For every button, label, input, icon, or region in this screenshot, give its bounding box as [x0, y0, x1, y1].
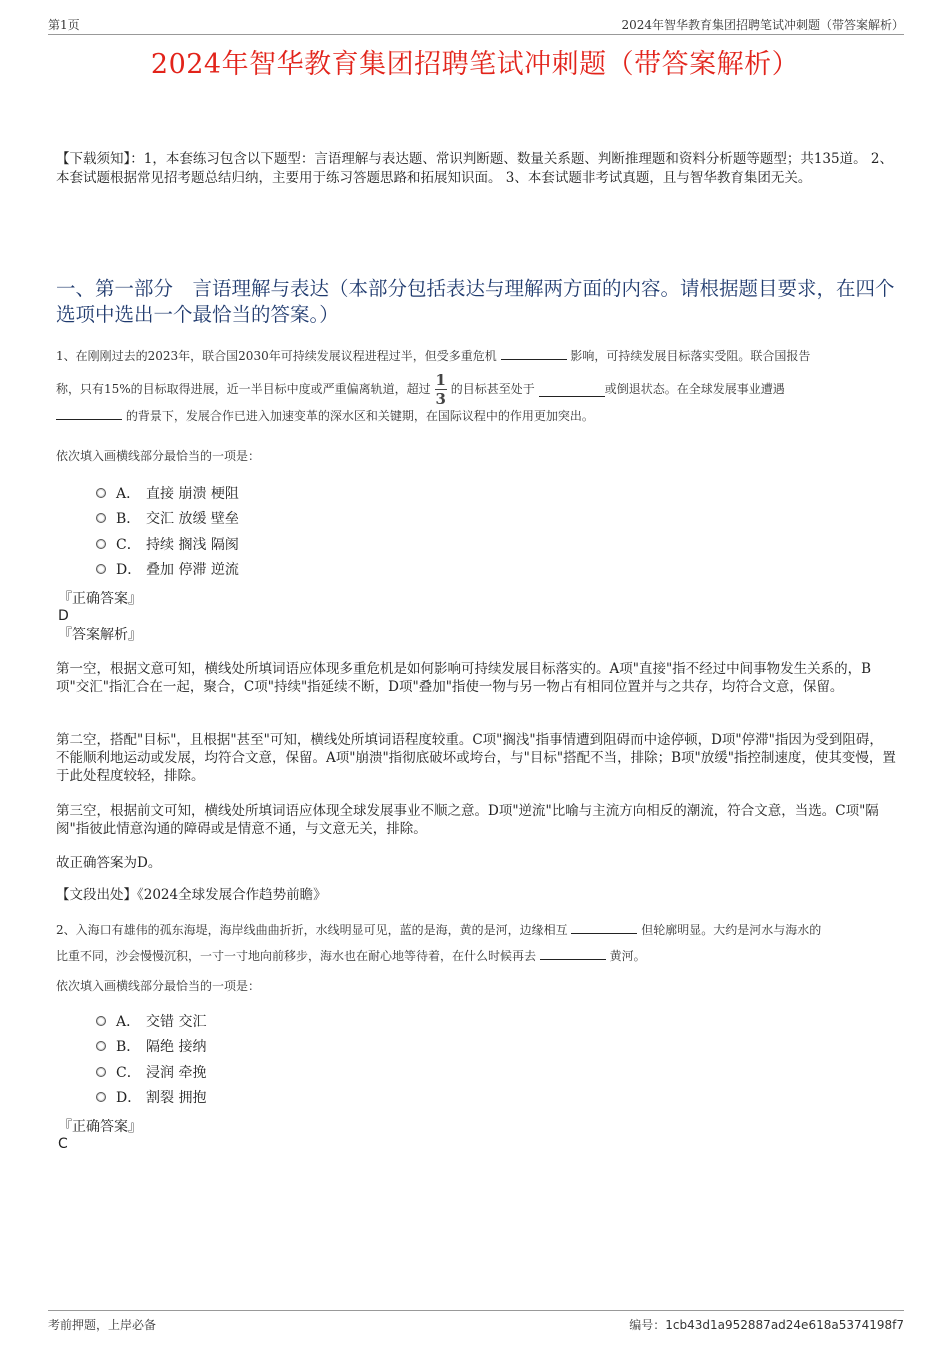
option-text: 持续 搁浅 隔阂 — [146, 536, 239, 553]
option-text: 割裂 拥抱 — [146, 1090, 207, 1107]
header-doc-title: 2024年智华教育集团招聘笔试冲刺题（带答案解析） — [621, 18, 904, 32]
option-letter: C． — [116, 1064, 141, 1081]
q1-text-part: 的目标甚至处于 — [450, 382, 535, 396]
fraction-numerator: 1 — [435, 370, 446, 389]
option-letter: B． — [116, 1039, 141, 1056]
option-a[interactable] — [96, 1008, 206, 1034]
section-heading: 一、第一部分 言语理解与表达（本部分包括表达与理解两方面的内容。请根据题目要求，在四个选项中选出一个最恰当的答案。） — [56, 277, 895, 326]
option-text: 隔绝 接纳 — [146, 1039, 207, 1056]
fill-blank — [501, 345, 567, 360]
fill-blank — [539, 382, 605, 397]
code-label: 编号： — [629, 1318, 666, 1332]
question-2-options — [96, 1008, 206, 1110]
fill-blank — [540, 945, 606, 960]
radio-button[interactable] — [96, 539, 106, 549]
q1-text-part: 1、在刚刚过去的2023年，联合国2030年可持续发展议程进程过半，但受多重危机 — [56, 349, 497, 363]
analysis-paragraph-1: 第一空，根据文意可知，横线处所填词语应体现多重危机是如何影响可持续发展目标落实的。A项"直接"指不经过中间事物发生关系的，B项"交汇"指汇合在一起，聚合，C项"持续"指延续不断，D项"叠加"指使一物与另一物占有相同位置并与之共存，均符合文意，保留。 — [56, 661, 872, 695]
question-2-answer — [58, 1116, 898, 1152]
radio-button[interactable] — [96, 1067, 106, 1077]
option-letter: A． — [116, 485, 141, 502]
answer-value: D — [58, 608, 69, 624]
option-d[interactable] — [96, 557, 239, 583]
radio-button[interactable] — [96, 1016, 106, 1026]
option-text: 浸润 牵挽 — [146, 1064, 207, 1081]
page-number: 第1页 — [48, 18, 80, 32]
answer-value: C — [58, 1136, 68, 1152]
option-letter: D． — [116, 562, 142, 579]
analysis-label: 『答案解析』 — [58, 627, 142, 643]
question-1-options — [96, 480, 239, 582]
option-c[interactable] — [96, 1059, 206, 1085]
option-text: 交汇 放缓 壁垒 — [146, 511, 239, 528]
option-text: 交错 交汇 — [146, 1013, 207, 1030]
answer-label: 『正确答案』 — [58, 591, 142, 607]
option-text: 叠加 停滞 逆流 — [146, 562, 239, 579]
download-notice: 【下载须知】：1，本套练习包含以下题型：言语理解与表达题、常识判断题、数量关系题、判断推理题和资料分析题等题型；共135道。 2、本套试题根据常见招考题总结归纳，主要用于练习答题思路和拓展知识面。 3、本套试题非考试真题，且与智华教育集团无关。 — [56, 151, 893, 186]
q1-text-part: 影响，可持续发展目标落实受阻。联合国报告 — [570, 349, 811, 363]
q2-text-part: 但轮廓明显。大约是河水与海水的 — [641, 923, 822, 937]
answer-label: 『正确答案』 — [58, 1119, 142, 1135]
question-1-text — [56, 343, 896, 429]
option-letter: B． — [116, 511, 141, 528]
question-1-prompt: 依次填入画横线部分最恰当的一项是： — [56, 449, 261, 463]
source-citation: 【文段出处】《2024全球发展合作趋势前瞻》 — [56, 887, 327, 903]
radio-button[interactable] — [96, 1092, 106, 1102]
option-b[interactable] — [96, 1034, 206, 1060]
q1-text-part: 的背景下，发展合作已进入加速变革的深水区和关键期，在国际议程中的作用更加突出。 — [125, 409, 594, 423]
analysis-paragraph-3: 第三空，根据前文可知，横线处所填词语应体现全球发展事业不顺之意。D项"逆流"比喻与主流方向相反的潮流，符合文意，当选。C项"隔阂"指彼此情意沟通的障碍或是情意不通，与文意无关，排除。 — [56, 803, 879, 837]
option-text: 直接 崩溃 梗阻 — [146, 485, 239, 502]
option-letter: A． — [116, 1013, 141, 1030]
question-2-prompt: 依次填入画横线部分最恰当的一项是： — [56, 979, 261, 993]
option-d[interactable] — [96, 1085, 206, 1111]
option-a[interactable] — [96, 480, 239, 506]
q2-text-part: 2、入海口有雄伟的孤东海堤，海岸线曲曲折折，水线明显可见，蓝的是海，黄的是河，边缘相互 — [56, 923, 568, 937]
fill-blank — [571, 919, 637, 934]
q1-text-part: 称，只有15%的目标取得进展，近一半目标中度或严重偏离轨道，超过 — [56, 382, 431, 396]
fill-blank — [56, 405, 122, 420]
option-letter: C． — [116, 536, 141, 553]
q2-text-part: 黄河。 — [609, 949, 646, 963]
footer-slogan: 考前押题，上岸必备 — [48, 1318, 157, 1332]
q1-text-part: 或倒退状态。在全球发展事业遭遇 — [604, 382, 785, 396]
document-title: 2024年智华教育集团招聘笔试冲刺题（带答案解析） — [150, 49, 800, 80]
fraction-denominator: 3 — [435, 389, 446, 408]
radio-button[interactable] — [96, 488, 106, 498]
question-2-text — [56, 917, 896, 969]
page-footer — [48, 1310, 904, 1333]
radio-button[interactable] — [96, 564, 106, 574]
option-letter: D． — [116, 1090, 142, 1107]
option-c[interactable] — [96, 531, 239, 557]
code-value: 1cb43d1a952887ad24e618a5374198f7 — [665, 1318, 904, 1332]
option-b[interactable] — [96, 506, 239, 532]
q2-text-part: 比重不同，沙会慢慢沉积，一寸一寸地向前移步，海水也在耐心地等待着，在什么时候再去 — [56, 949, 537, 963]
fraction — [435, 371, 447, 408]
analysis-paragraph-2: 第二空，搭配"目标"，且根据"甚至"可知，横线处所填词语程度较重。C项"搁浅"指事情遭到阻碍而中途停顿，D项"停滞"指因为受到阻碍，不能顺利地运动或发展，均符合文意，保留。A项"崩溃"指彻底破坏或垮台，与"目标"搭配不当，排除；B项"放缓"指控制速度，使其变慢，置于此处程度较轻，排除。 — [56, 732, 896, 784]
question-1-answer — [58, 588, 898, 644]
page-header — [48, 16, 904, 35]
analysis-conclusion: 故正确答案为D。 — [56, 855, 162, 871]
document-code — [629, 1316, 904, 1333]
radio-button[interactable] — [96, 1041, 106, 1051]
radio-button[interactable] — [96, 513, 106, 523]
